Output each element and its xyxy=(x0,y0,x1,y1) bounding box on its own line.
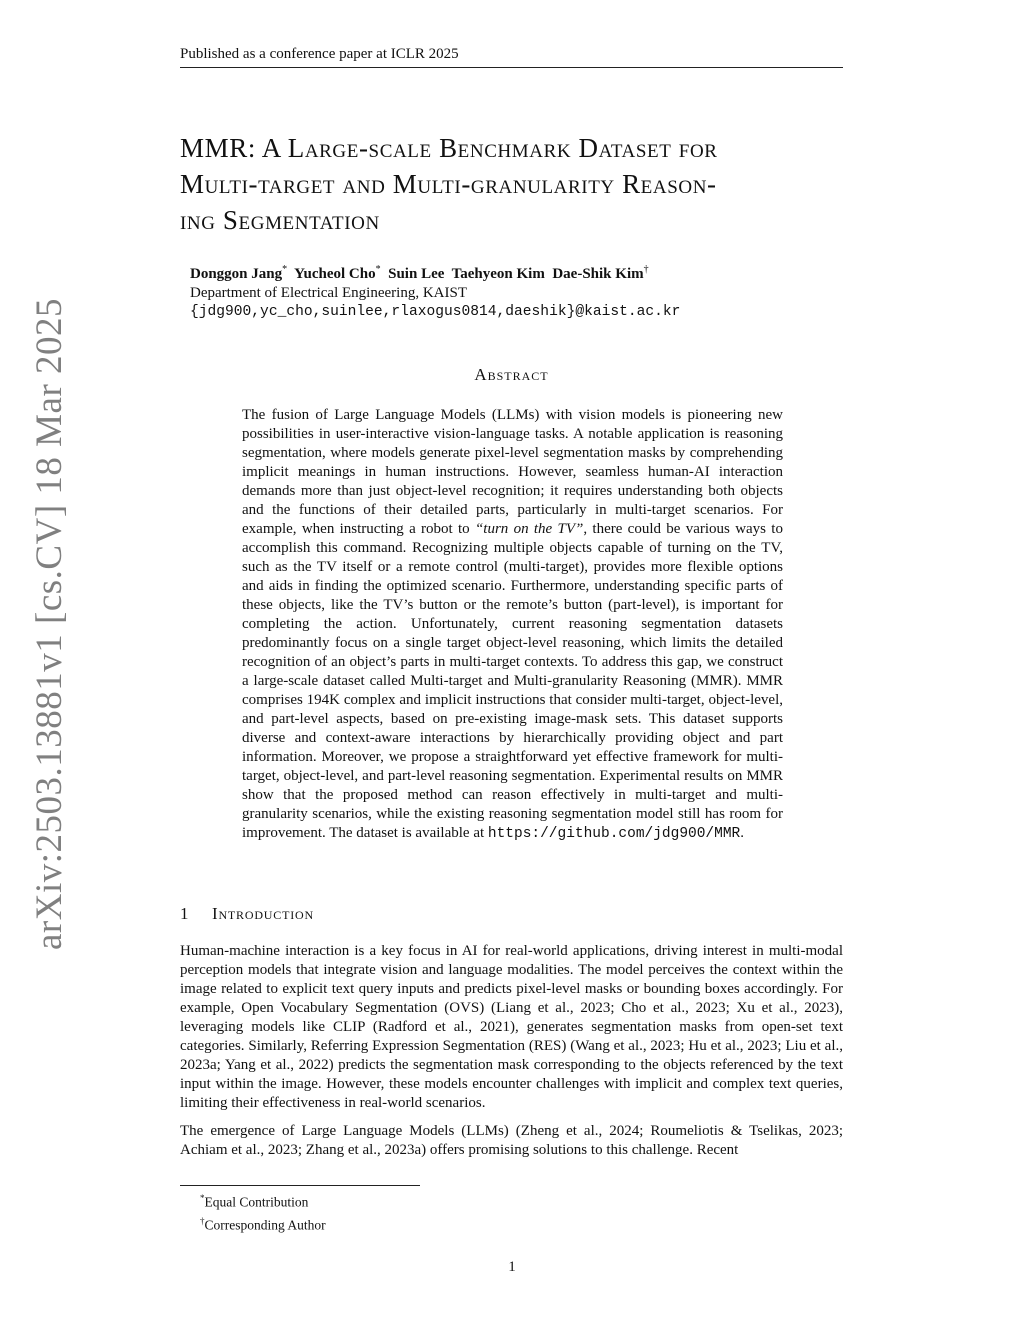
page-number: 1 xyxy=(508,1259,516,1275)
title-line-3: ing Segmentation xyxy=(180,205,380,235)
abstract-body-2: , there could be various ways to accomplish this command. Recognizing multiple objects capable of turning on the TV, such as the TV itself or a remote control (multi-target), provides more flexible options and aids in finding the optimized scenario. Furthermore, understanding specific parts of these objects, like the TV’s button or the remote’s button (part-level), is important for completing the action. Unfortunately, current reasoning segmentation datasets predominantly focus on a single target object-level reasoning, which limits the detailed recognition of an object’s parts in multi-target contexts. To address this gap, we construct a large-scale dataset called Multi-target and Multi-granularity Reasoning (MMR). MMR comprises 194K complex and implicit instructions that consider multi-target, object-level, and part-level aspects, based on pre-existing image-mask sets. This dataset supports diverse and context-aware interactions by hierarchically providing object and part information. Moreover, we propose a straightforward yet effective framework for multi-target, object-level, and part-level reasoning segmentation. Experimental results on MMR show that the proposed method can reason effectively in multi-target and multi-granularity scenarios, while the existing reasoning segmentation model still has room for improvement. The dataset is available at xyxy=(242,521,783,841)
title-line-1: MMR: A Large-scale Benchmark Dataset for xyxy=(180,133,718,163)
author-names xyxy=(190,260,840,284)
running-header-text: Published as a conference paper at ICLR 2025 xyxy=(180,46,459,62)
footnote-text: Corresponding Author xyxy=(204,1217,326,1232)
section-title: Introduction xyxy=(212,904,314,923)
dataset-link[interactable]: https://github.com/jdg900/MMR xyxy=(487,826,741,842)
footnotes xyxy=(200,1189,800,1234)
author-name: Suin Lee xyxy=(388,266,445,282)
footnote-mark: † xyxy=(200,1215,205,1226)
introduction-body xyxy=(180,942,843,1169)
section-heading-introduction xyxy=(180,904,843,924)
title-line-2: Multi-target and Multi-granularity Reason- xyxy=(180,169,717,199)
author-name: Taehyeon Kim xyxy=(451,266,545,282)
author-name: Dae-Shik Kim xyxy=(552,266,644,282)
running-header xyxy=(180,44,843,68)
section-number: 1 xyxy=(180,904,190,923)
footnote-corresponding-author xyxy=(200,1212,800,1235)
paper-title xyxy=(180,130,850,238)
footnote-mark: * xyxy=(200,1193,205,1203)
footnote-text: Equal Contribution xyxy=(204,1194,309,1210)
abstract-quote: “turn on the TV” xyxy=(474,521,584,537)
author-mark: * xyxy=(375,264,381,275)
author-affiliation: Department of Electrical Engineering, KAIST xyxy=(190,285,467,301)
author-mark: † xyxy=(643,264,649,275)
author-emails: {jdg900,yc_cho,suinlee,rlaxogus0814,daeshik}@kaist.ac.kr xyxy=(190,304,681,320)
intro-paragraph-2: The emergence of Large Language Models (LLMs) (Zheng et al., 2024; Roumeliotis & Tselikas, 2023; Achiam et al., 2023; Zhang et al., 2023a) offers promising solutions to this challenge. Recent xyxy=(180,1123,843,1158)
abstract-body-1: The fusion of Large Language Models (LLMs) with vision models is pioneering new possibilities in user-interactive vision-language tasks. A notable application is reasoning segmentation, where models generate pixel-level segmentation masks by comprehending implicit meanings in human instructions. However, seamless human-AI interaction demands more than just object-level recognition; it requires understanding both objects and the functions of their detailed parts, particularly in multi-target scenarios. For example, when instructing a robot to xyxy=(242,407,783,537)
footnote-equal-contribution xyxy=(200,1189,800,1212)
arxiv-stamp: arXiv:2503.13881v1 [cs.CV] 18 Mar 2025 xyxy=(29,297,70,950)
abstract-text xyxy=(242,406,783,844)
abstract-heading: Abstract xyxy=(474,365,549,384)
author-mark: * xyxy=(282,264,288,275)
author-block xyxy=(190,260,840,322)
author-name: Yucheol Cho xyxy=(294,266,376,282)
footnote-divider xyxy=(180,1185,420,1186)
intro-paragraph-1: Human-machine interaction is a key focus in AI for real-world applications, driving interest in multi-modal perception models that integrate vision and language modalities. The model perceives the context within the image related to explicit text query inputs and predicts pixel-level masks or bounding boxes accordingly. For example, Open Vocabulary Segmentation (OVS) (Liang et al., 2023; Cho et al., 2023; Xu et al., 2023), leveraging models like CLIP (Radford et al., 2021), generates segmentation masks from open-set text categories. Similarly, Referring Expression Segmentation (RES) (Wang et al., 2023; Hu et al., 2023; Liu et al., 2023a; Yang et al., 2022) predicts the segmentation mask corresponding to the objects referenced by the text input within the image. However, these models encounter challenges with implicit and complex text queries, limiting their effectiveness in real-world scenarios. xyxy=(180,943,843,1111)
abstract-end: . xyxy=(740,825,744,841)
author-name: Donggon Jang xyxy=(190,266,283,282)
